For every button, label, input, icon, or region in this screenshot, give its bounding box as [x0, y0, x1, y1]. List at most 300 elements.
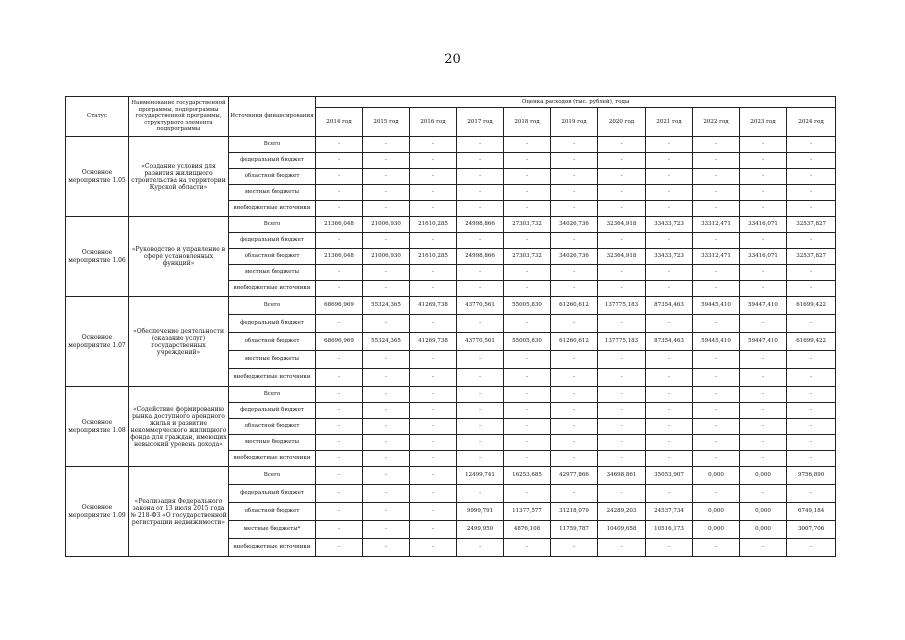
value-cell: 0,000	[740, 521, 787, 539]
value-cell: 61260,612	[551, 297, 598, 315]
source-cell: областной бюджет	[229, 419, 316, 435]
value-cell: -	[646, 387, 693, 403]
value-cell: -	[363, 153, 410, 169]
value-cell: 21006,930	[363, 249, 410, 265]
value-cell: 0,000	[693, 503, 740, 521]
value-cell: 87354,463	[646, 333, 693, 351]
value-cell: -	[363, 419, 410, 435]
value-cell: -	[740, 539, 787, 557]
value-cell: -	[598, 137, 646, 153]
value-cell: -	[363, 169, 410, 185]
value-cell: 11759,787	[551, 521, 598, 539]
value-cell: -	[410, 503, 457, 521]
source-cell: внебюджетные источники	[229, 369, 316, 387]
value-cell: -	[551, 403, 598, 419]
value-cell: -	[740, 137, 787, 153]
value-cell: -	[410, 451, 457, 467]
value-cell: -	[457, 185, 504, 201]
source-cell: внебюджетные источники	[229, 451, 316, 467]
table-row	[66, 387, 836, 403]
value-cell: -	[598, 185, 646, 201]
value-cell: -	[740, 435, 787, 451]
value-cell: 34698,861	[598, 467, 646, 485]
value-cell: -	[551, 315, 598, 333]
value-cell: -	[457, 265, 504, 281]
value-cell: -	[693, 185, 740, 201]
value-cell: 61260,612	[551, 333, 598, 351]
value-cell: -	[693, 451, 740, 467]
value-cell: -	[787, 403, 836, 419]
value-cell: -	[410, 201, 457, 217]
source-cell: Всего	[229, 217, 316, 233]
value-cell: 24537,734	[646, 503, 693, 521]
value-cell: -	[693, 419, 740, 435]
value-cell: -	[410, 265, 457, 281]
value-cell: -	[316, 201, 363, 217]
value-cell: -	[363, 315, 410, 333]
value-cell: 68696,969	[316, 333, 363, 351]
value-cell: -	[363, 233, 410, 249]
year-header: 2022 год	[693, 108, 740, 137]
value-cell: -	[740, 233, 787, 249]
value-cell: -	[693, 369, 740, 387]
value-cell: -	[316, 435, 363, 451]
source-cell: областной бюджет	[229, 503, 316, 521]
value-cell: -	[787, 451, 836, 467]
value-cell: 21610,285	[410, 249, 457, 265]
value-cell: -	[363, 521, 410, 539]
value-cell: -	[551, 265, 598, 281]
value-cell: 0,000	[693, 521, 740, 539]
value-cell: -	[787, 233, 836, 249]
program-name-cell: «Обеспечение деятельности (оказание услуг) государственных учреждений»	[129, 297, 229, 387]
value-cell: 21610,285	[410, 217, 457, 233]
value-cell: -	[740, 451, 787, 467]
value-cell: -	[410, 435, 457, 451]
value-cell: -	[787, 419, 836, 435]
value-cell: 16253,685	[504, 467, 551, 485]
page-number: 20	[444, 52, 461, 67]
value-cell: 59445,410	[693, 333, 740, 351]
value-cell: -	[316, 315, 363, 333]
value-cell: -	[693, 351, 740, 369]
value-cell: -	[598, 169, 646, 185]
value-cell: -	[457, 233, 504, 249]
header-name: Наименование государственной программы, подпрограммы государственной программы, структурного элемента подпрограммы	[129, 97, 229, 137]
source-cell: местные бюджеты*	[229, 521, 316, 539]
source-cell: федеральный бюджет	[229, 315, 316, 333]
value-cell: -	[410, 539, 457, 557]
year-header: 2018 год	[504, 108, 551, 137]
value-cell: 59447,410	[740, 297, 787, 315]
value-cell: -	[410, 315, 457, 333]
source-cell: Всего	[229, 387, 316, 403]
value-cell: -	[551, 201, 598, 217]
value-cell: -	[693, 137, 740, 153]
value-cell: 24998,866	[457, 217, 504, 233]
value-cell: 2499,950	[457, 521, 504, 539]
value-cell: -	[693, 201, 740, 217]
source-cell: внебюджетные источники	[229, 539, 316, 557]
value-cell: -	[646, 403, 693, 419]
value-cell: -	[740, 281, 787, 297]
program-name-cell: «Руководство и управление в сфере установленных функций»	[129, 217, 229, 297]
expenditure-table	[65, 96, 836, 557]
value-cell: -	[410, 169, 457, 185]
value-cell: -	[787, 281, 836, 297]
value-cell: 32364,918	[598, 249, 646, 265]
source-cell: федеральный бюджет	[229, 485, 316, 503]
value-cell: -	[316, 281, 363, 297]
value-cell: -	[457, 451, 504, 467]
value-cell: -	[551, 153, 598, 169]
value-cell: -	[504, 351, 551, 369]
value-cell: -	[363, 369, 410, 387]
value-cell: 68696,969	[316, 297, 363, 315]
value-cell: -	[504, 185, 551, 201]
value-cell: -	[551, 369, 598, 387]
year-header: 2015 год	[363, 108, 410, 137]
value-cell: -	[646, 137, 693, 153]
value-cell: 34026,736	[551, 217, 598, 233]
year-header: 2019 год	[551, 108, 598, 137]
value-cell: -	[693, 387, 740, 403]
value-cell: 21366,048	[316, 249, 363, 265]
value-cell: -	[457, 153, 504, 169]
value-cell: -	[410, 467, 457, 485]
value-cell: -	[410, 485, 457, 503]
value-cell: 4876,108	[504, 521, 551, 539]
value-cell: -	[740, 403, 787, 419]
value-cell: -	[504, 369, 551, 387]
value-cell: -	[787, 351, 836, 369]
value-cell: -	[363, 451, 410, 467]
value-cell: -	[740, 485, 787, 503]
value-cell: -	[410, 521, 457, 539]
value-cell: -	[598, 315, 646, 333]
value-cell: -	[457, 315, 504, 333]
value-cell: -	[787, 169, 836, 185]
value-cell: -	[457, 419, 504, 435]
value-cell: 43770,561	[457, 297, 504, 315]
program-name-cell: «Содействие формированию рынка доступного арендного жилья и развитие некоммерческого жилищного фонда для граждан, имеющих невысокий уровень дохода»	[129, 387, 229, 467]
value-cell: 33312,471	[693, 249, 740, 265]
value-cell: -	[598, 403, 646, 419]
value-cell: -	[740, 153, 787, 169]
value-cell: 10409,658	[598, 521, 646, 539]
value-cell: -	[551, 419, 598, 435]
value-cell: -	[693, 315, 740, 333]
value-cell: -	[787, 387, 836, 403]
value-cell: -	[693, 169, 740, 185]
value-cell: -	[646, 281, 693, 297]
value-cell: -	[457, 351, 504, 369]
year-header: 2016 год	[410, 108, 457, 137]
value-cell: -	[646, 539, 693, 557]
value-cell: -	[457, 281, 504, 297]
status-cell: Основное мероприятие 1.07	[66, 297, 129, 387]
value-cell: -	[410, 153, 457, 169]
value-cell: 9999,791	[457, 503, 504, 521]
value-cell: 59445,410	[693, 297, 740, 315]
value-cell: -	[457, 369, 504, 387]
value-cell: -	[410, 419, 457, 435]
value-cell: -	[646, 315, 693, 333]
status-cell: Основное мероприятие 1.06	[66, 217, 129, 297]
value-cell: 21006,930	[363, 217, 410, 233]
value-cell: -	[646, 169, 693, 185]
value-cell: 12499,741	[457, 467, 504, 485]
value-cell: -	[787, 539, 836, 557]
value-cell: -	[551, 351, 598, 369]
value-cell: -	[598, 435, 646, 451]
value-cell: -	[363, 485, 410, 503]
value-cell: -	[551, 137, 598, 153]
value-cell: -	[316, 485, 363, 503]
value-cell: -	[504, 137, 551, 153]
value-cell: 3007,706	[787, 521, 836, 539]
value-cell: -	[410, 351, 457, 369]
value-cell: -	[740, 387, 787, 403]
value-cell: -	[316, 137, 363, 153]
value-cell: 61699,422	[787, 333, 836, 351]
value-cell: -	[504, 281, 551, 297]
value-cell: -	[551, 539, 598, 557]
value-cell: -	[316, 467, 363, 485]
value-cell: -	[693, 539, 740, 557]
table-body	[66, 137, 836, 557]
value-cell: -	[363, 387, 410, 403]
source-cell: федеральный бюджет	[229, 403, 316, 419]
value-cell: 137775,183	[598, 297, 646, 315]
value-cell: 43770,561	[457, 333, 504, 351]
value-cell: -	[693, 281, 740, 297]
value-cell: -	[693, 435, 740, 451]
value-cell: -	[504, 419, 551, 435]
value-cell: -	[740, 185, 787, 201]
value-cell: -	[787, 485, 836, 503]
value-cell: -	[410, 137, 457, 153]
value-cell: -	[787, 153, 836, 169]
value-cell: 55005,830	[504, 297, 551, 315]
value-cell: 41269,738	[410, 333, 457, 351]
value-cell: 11377,577	[504, 503, 551, 521]
value-cell: 33433,723	[646, 217, 693, 233]
year-header: 2014 год	[316, 108, 363, 137]
value-cell: -	[598, 539, 646, 557]
value-cell: -	[316, 153, 363, 169]
value-cell: -	[598, 387, 646, 403]
source-cell: федеральный бюджет	[229, 233, 316, 249]
year-header: 2020 год	[598, 108, 646, 137]
source-cell: областной бюджет	[229, 249, 316, 265]
value-cell: -	[646, 369, 693, 387]
program-name-cell: «Создание условия для развития жилищного строительства на территории Курской области»	[129, 137, 229, 217]
value-cell: -	[787, 315, 836, 333]
value-cell: -	[646, 185, 693, 201]
value-cell: -	[316, 265, 363, 281]
source-cell: федеральный бюджет	[229, 153, 316, 169]
value-cell: 42977,866	[551, 467, 598, 485]
value-cell: -	[693, 153, 740, 169]
source-cell: областной бюджет	[229, 169, 316, 185]
value-cell: -	[457, 201, 504, 217]
value-cell: -	[787, 369, 836, 387]
value-cell: -	[598, 451, 646, 467]
value-cell: 31218,079	[551, 503, 598, 521]
value-cell: -	[646, 451, 693, 467]
status-cell: Основное мероприятие 1.05	[66, 137, 129, 217]
source-cell: внебюджетные источники	[229, 281, 316, 297]
value-cell: 41269,738	[410, 297, 457, 315]
value-cell: -	[316, 539, 363, 557]
status-cell: Основное мероприятие 1.08	[66, 387, 129, 467]
table-row	[66, 137, 836, 153]
value-cell: -	[457, 435, 504, 451]
table-row	[66, 467, 836, 485]
value-cell: -	[551, 169, 598, 185]
value-cell: 32537,827	[787, 217, 836, 233]
value-cell: 34026,736	[551, 249, 598, 265]
value-cell: -	[316, 451, 363, 467]
value-cell: -	[787, 265, 836, 281]
value-cell: 24998,866	[457, 249, 504, 265]
value-cell: -	[316, 369, 363, 387]
value-cell: -	[504, 169, 551, 185]
value-cell: -	[363, 185, 410, 201]
value-cell: 87354,463	[646, 297, 693, 315]
value-cell: -	[457, 403, 504, 419]
value-cell: 32537,827	[787, 249, 836, 265]
value-cell: -	[363, 137, 410, 153]
source-cell: внебюджетные источники	[229, 201, 316, 217]
value-cell: 24289,203	[598, 503, 646, 521]
value-cell: 10516,173	[646, 521, 693, 539]
value-cell: -	[504, 201, 551, 217]
value-cell: -	[363, 265, 410, 281]
source-cell: местные бюджеты	[229, 185, 316, 201]
source-cell: местные бюджеты	[229, 435, 316, 451]
value-cell: -	[598, 351, 646, 369]
header-estimate: Оценка расходов (тыс. рублей), годы	[316, 97, 836, 108]
value-cell: -	[740, 351, 787, 369]
value-cell: -	[410, 387, 457, 403]
value-cell: -	[740, 169, 787, 185]
value-cell: -	[363, 503, 410, 521]
source-cell: Всего	[229, 467, 316, 485]
status-cell: Основное мероприятие 1.09	[66, 467, 129, 557]
value-cell: 33416,071	[740, 217, 787, 233]
value-cell: -	[740, 369, 787, 387]
value-cell: -	[787, 137, 836, 153]
value-cell: 61699,422	[787, 297, 836, 315]
value-cell: -	[363, 467, 410, 485]
value-cell: 9756,890	[787, 467, 836, 485]
value-cell: -	[646, 153, 693, 169]
value-cell: -	[363, 201, 410, 217]
value-cell: -	[787, 435, 836, 451]
value-cell: -	[598, 419, 646, 435]
table-row	[66, 217, 836, 233]
value-cell: -	[646, 435, 693, 451]
year-header: 2021 год	[646, 108, 693, 137]
program-name-cell: «Реализация Федерального закона от 13 июля 2015 года № 218-ФЗ «О государственной регистрации недвижимости»	[129, 467, 229, 557]
value-cell: -	[504, 387, 551, 403]
value-cell: 0,000	[740, 503, 787, 521]
value-cell: -	[693, 233, 740, 249]
value-cell: -	[457, 539, 504, 557]
value-cell: -	[740, 315, 787, 333]
value-cell: -	[363, 281, 410, 297]
value-cell: 0,000	[740, 467, 787, 485]
value-cell: -	[504, 153, 551, 169]
value-cell: 137775,183	[598, 333, 646, 351]
value-cell: -	[740, 201, 787, 217]
value-cell: -	[410, 369, 457, 387]
source-cell: местные бюджеты	[229, 265, 316, 281]
source-cell: местные бюджеты	[229, 351, 316, 369]
value-cell: -	[551, 233, 598, 249]
value-cell: -	[504, 233, 551, 249]
value-cell: -	[457, 387, 504, 403]
value-cell: -	[504, 435, 551, 451]
value-cell: -	[316, 387, 363, 403]
value-cell: -	[598, 153, 646, 169]
value-cell: -	[316, 185, 363, 201]
value-cell: -	[504, 403, 551, 419]
year-header: 2023 год	[740, 108, 787, 137]
value-cell: -	[316, 233, 363, 249]
source-cell: Всего	[229, 297, 316, 315]
value-cell: -	[598, 281, 646, 297]
value-cell: -	[363, 539, 410, 557]
value-cell: -	[740, 265, 787, 281]
value-cell: 33416,071	[740, 249, 787, 265]
value-cell: -	[316, 419, 363, 435]
value-cell: -	[598, 265, 646, 281]
value-cell: 21366,048	[316, 217, 363, 233]
value-cell: -	[551, 451, 598, 467]
value-cell: -	[551, 185, 598, 201]
value-cell: 27303,732	[504, 217, 551, 233]
value-cell: -	[504, 451, 551, 467]
value-cell: -	[551, 387, 598, 403]
value-cell: -	[504, 539, 551, 557]
value-cell: -	[598, 201, 646, 217]
value-cell: -	[457, 169, 504, 185]
value-cell: -	[740, 419, 787, 435]
value-cell: -	[504, 485, 551, 503]
value-cell: 55324,365	[363, 333, 410, 351]
value-cell: -	[646, 201, 693, 217]
value-cell: 59447,410	[740, 333, 787, 351]
value-cell: -	[693, 485, 740, 503]
value-cell: 33433,723	[646, 249, 693, 265]
value-cell: -	[504, 315, 551, 333]
value-cell: -	[598, 485, 646, 503]
value-cell: -	[363, 435, 410, 451]
value-cell: -	[646, 233, 693, 249]
year-header: 2024 год	[787, 108, 836, 137]
value-cell: -	[363, 351, 410, 369]
value-cell: -	[646, 485, 693, 503]
value-cell: -	[646, 265, 693, 281]
value-cell: -	[646, 351, 693, 369]
value-cell: -	[598, 369, 646, 387]
value-cell: -	[316, 351, 363, 369]
value-cell: -	[316, 521, 363, 539]
value-cell: -	[316, 169, 363, 185]
